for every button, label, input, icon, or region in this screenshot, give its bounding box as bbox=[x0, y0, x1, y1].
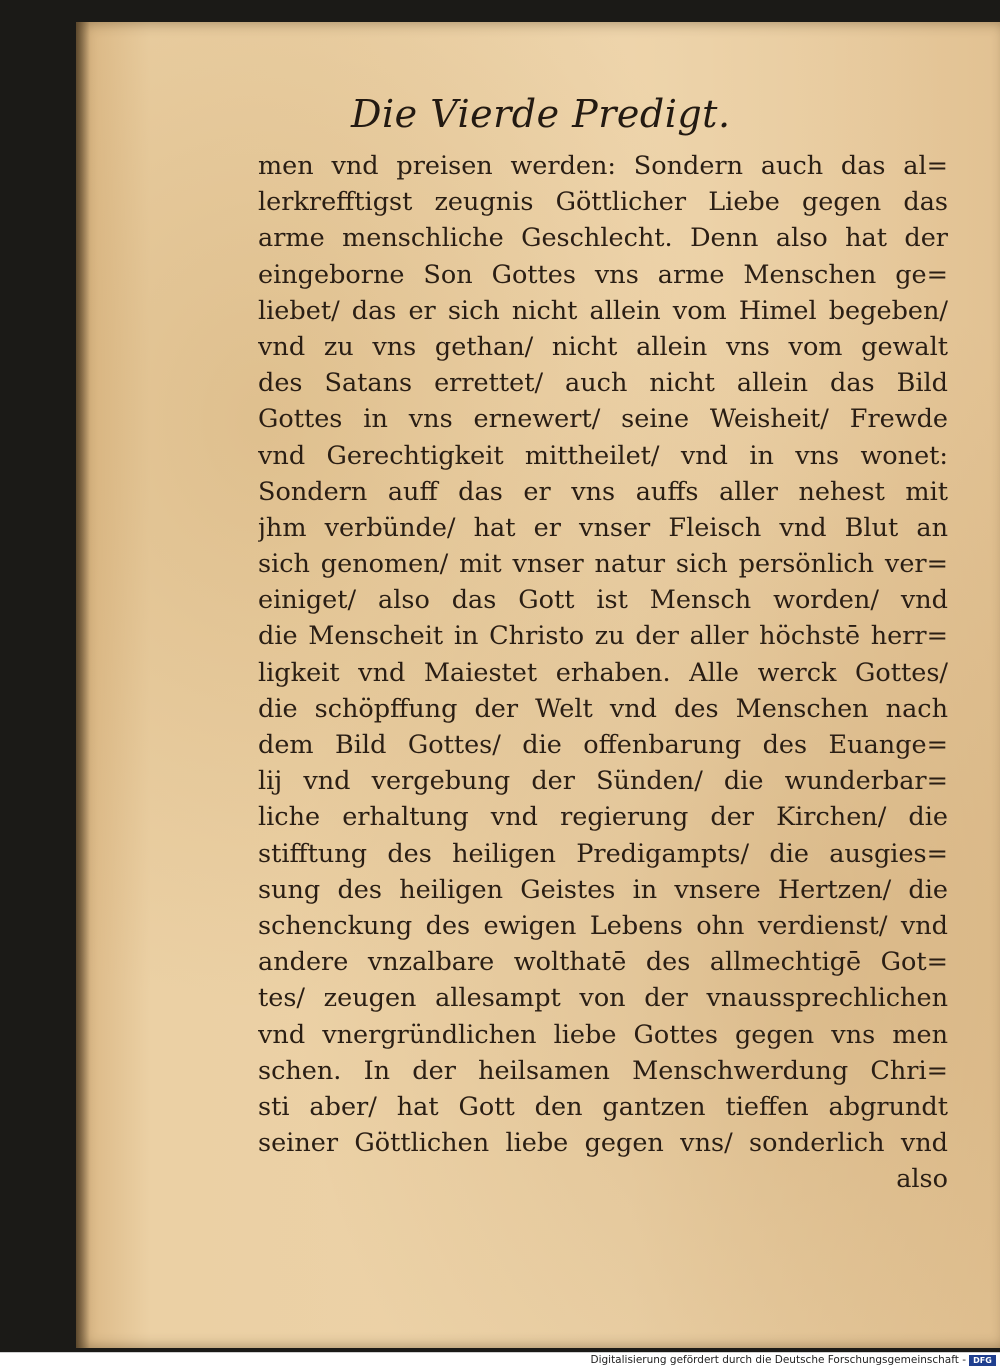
text-line: die Menscheit in Christo zu der aller höchstē herr= bbox=[258, 621, 948, 652]
footer-bar bbox=[0, 1352, 1000, 1368]
text-line: seiner Göttlichen liebe gegen vns/ sonderlich vnd bbox=[258, 1128, 948, 1159]
text-line: vnd zu vns gethan/ nicht allein vns vom gewalt bbox=[258, 331, 948, 362]
text-line: Sondern auff das er vns auffs aller nehest mit bbox=[258, 476, 948, 507]
text-line: sich genomen/ mit vnser natur sich persönlich ver= bbox=[258, 549, 948, 580]
text-line: dem Bild Gottes/ die offenbarung des Euange= bbox=[258, 730, 948, 760]
text-line: men vnd preisen werden: Sondern auch das al= bbox=[258, 151, 948, 181]
text-line: des Satans errettet/ auch nicht allein das Bild bbox=[258, 368, 948, 399]
text-line: vnd vnergründlichen liebe Gottes gegen vns men bbox=[258, 1019, 948, 1050]
text-line: die schöpffung der Welt vnd des Menschen nach bbox=[258, 693, 948, 724]
dfg-logo-icon: DFG bbox=[969, 1355, 996, 1366]
text-line: stifftung des heiligen Predigampts/ die ausgies= bbox=[258, 838, 948, 869]
text-line: andere vnzalbare wolthatē des allmechtigē Got= bbox=[258, 947, 948, 978]
text-line: schen. In der heilsamen Menschwerdung Chri= bbox=[258, 1055, 948, 1086]
page-gutter-shadow bbox=[76, 22, 90, 1348]
text-line: einiget/ also das Gott ist Mensch worden/ vnd bbox=[258, 585, 948, 616]
text-line: sti aber/ hat Gott den gantzen tieffen abgrundt bbox=[258, 1091, 948, 1122]
text-line: liebet/ das er sich nicht allein vom Himel begeben/ bbox=[258, 295, 948, 326]
text-line: schenckung des ewigen Lebens ohn verdienst/ vnd bbox=[258, 910, 948, 941]
text-line: liche erhaltung vnd regierung der Kirchen/ die bbox=[258, 802, 948, 833]
text-line: lij vnd vergebung der Sünden/ die wunderbar= bbox=[258, 766, 948, 797]
text-line: lerkrefftigst zeugnis Göttlicher Liebe gegen das bbox=[258, 187, 948, 218]
text-line: tes/ zeugen allesampt von der vnaussprechlichen bbox=[258, 983, 948, 1014]
text-line: vnd Gerechtigkeit mittheilet/ vnd in vns wonet: bbox=[258, 440, 948, 471]
text-line: Gottes in vns ernewert/ seine Weisheit/ Frewde bbox=[258, 404, 948, 435]
text-line: also bbox=[896, 1164, 948, 1195]
text-line: sung des heiligen Geistes in vnsere Hertzen/ die bbox=[258, 874, 948, 905]
text-line: arme menschliche Geschlecht. Denn also hat der bbox=[258, 223, 948, 254]
text-line: ligkeit vnd Maiestet erhaben. Alle werck Gottes/ bbox=[258, 657, 948, 688]
text-line: eingeborne Son Gottes vns arme Menschen ge= bbox=[258, 259, 948, 290]
footer-credit: Digitalisierung gefördert durch die Deutsche Forschungsgemeinschaft - bbox=[590, 1354, 966, 1366]
running-head: Die Vierde Predigt. bbox=[351, 92, 731, 136]
text-line: jhm verbünde/ hat er vnser Fleisch vnd Blut an bbox=[258, 512, 948, 543]
body-text bbox=[258, 148, 948, 1197]
